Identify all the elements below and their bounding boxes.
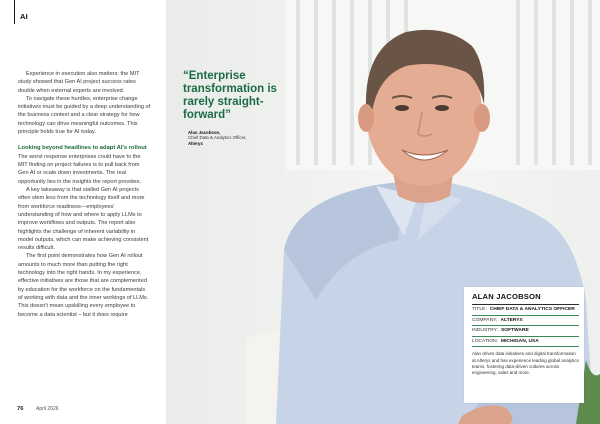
attribution-company: Alteryx xyxy=(188,140,203,146)
profile-row-key: INDUSTRY: xyxy=(472,328,498,334)
body-paragraph: Experience in execution also matters: the MIT study showed that Gen AI project success rates double when external experts are involved. xyxy=(18,71,140,94)
article-subheading: Looking beyond headlines to adapt AI's rollout xyxy=(18,145,147,152)
left-page xyxy=(0,0,166,424)
body-paragraph: To navigate these hurdles, enterprise change initiatives must be guided by a deep understanding of the business context and a clear strategy for how technology can drive meaningful outcomes. This principle holds true for AI today. xyxy=(18,95,151,136)
article-body xyxy=(18,70,151,319)
body-paragraph: The first point demonstrates how Gen AI rollout amounts to much more than putting the right technology into the right hands. In my experience, effective initiatives are those that are complemented by education for the workforce on the fundamentals of working with data and the inner workings of LLMs. This doesn't mean upskilling every employee to become a data scientist – but it does require xyxy=(18,253,149,318)
profile-row-key: LOCATION: xyxy=(472,338,498,344)
quote-attribution xyxy=(188,130,268,146)
profile-row-value: ALTERYX xyxy=(500,317,523,323)
profile-row-key: TITLE: xyxy=(472,307,487,312)
profile-row-value: MICHIGAN, USA xyxy=(501,338,539,344)
profile-row-value: SOFTWARE xyxy=(501,328,529,334)
profile-row-company xyxy=(472,316,579,327)
attribution-title: Chief Data & Analytics Officer, xyxy=(188,135,247,141)
profile-bio: Alan drives data initiatives and digital transformation at Alteryx and has experience leading global analytics teams, fostering data-driven cultures across engineering, sales and more. xyxy=(472,351,579,375)
section-tab-rule xyxy=(14,0,15,24)
body-paragraph: A key takeaway is that stalled Gen AI projects often stem less from the technology itself and more from workforce readiness—employees' understanding of how and where to apply LLMs to improve workflows and outputs. The report also highlights the challenge of inherent variability in model outputs, which can make achieving consistent results difficult. xyxy=(18,187,149,252)
profile-card xyxy=(464,287,584,403)
body-paragraph: The worst response enterprises could have to the MIT finding on project failures is to pull back from Gen AI or scale down investments. The real opportunity lies in the insights the report provides. xyxy=(18,153,142,185)
profile-row-title xyxy=(472,305,579,316)
profile-row-key: COMPANY: xyxy=(472,317,498,323)
profile-row-location xyxy=(472,337,579,348)
profile-row-value: CHIEF DATA & ANALYTICS OFFICER xyxy=(489,307,575,312)
section-label: AI xyxy=(20,12,28,21)
profile-row-industry xyxy=(472,326,579,337)
attribution-name: Alan Jacobson, xyxy=(188,130,221,135)
issue-date: April 2026 xyxy=(36,406,59,412)
page-number: 76 xyxy=(17,406,24,412)
pull-quote: “Enterprise transformation is rarely straight-forward” xyxy=(183,70,277,121)
profile-name: ALAN JACOBSON xyxy=(472,292,579,305)
